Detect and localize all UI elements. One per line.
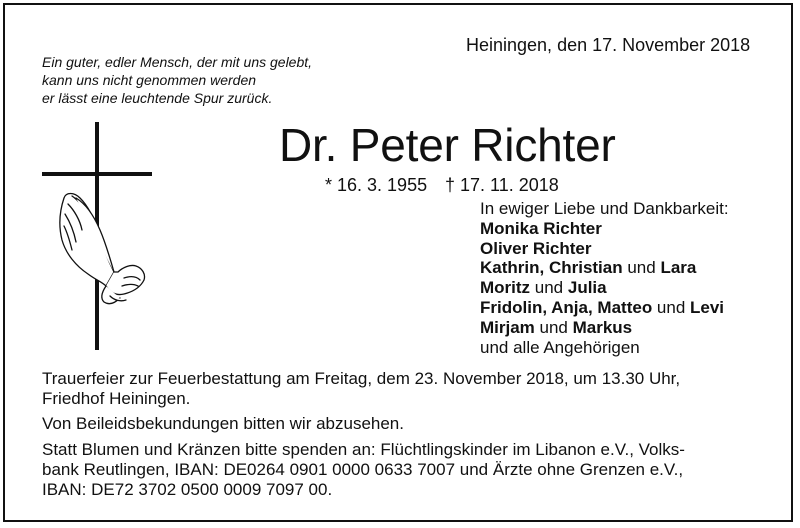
mourner-name: Fridolin, Anja, Matteo — [480, 297, 653, 317]
ceremony-line: Trauerfeier zur Feuerbestattung am Freitag, dem 23. November 2018, um 13.30 Uhr, — [42, 369, 681, 388]
conjunction: und — [530, 278, 568, 298]
praying-hands-icon — [60, 194, 145, 304]
mourner-line — [480, 258, 729, 278]
motto-line: er lässt eine leuchtende Spur zurück. — [42, 90, 273, 106]
mourner-line — [480, 219, 729, 239]
conjunction: und — [622, 258, 661, 278]
life-dates — [325, 174, 559, 196]
mourner-name: Lara — [660, 258, 697, 278]
donation-line: Statt Blumen und Kränzen bitte spenden an: Flüchtlingskinder im Libanon e.V., Volks- — [42, 440, 685, 459]
ceremony-details — [42, 369, 685, 500]
cross-with-praying-hands-icon — [36, 120, 156, 356]
donation-line: IBAN: DE72 3702 0500 0009 7097 00. — [42, 480, 333, 499]
donation-line: bank Reutlingen, IBAN: DE0264 0901 0000 0633 7007 und Ärzte ohne Grenzen e.V., — [42, 460, 684, 479]
mourner-name: Moritz — [480, 278, 531, 298]
mourner-name: Markus — [572, 317, 633, 337]
mourner-line — [480, 278, 729, 298]
conjunction: und — [652, 297, 691, 317]
mourner-name: Monika Richter — [480, 218, 602, 238]
mourner-line — [480, 318, 729, 338]
cross-horizontal-beam — [42, 172, 152, 176]
mourner-name: Mirjam — [480, 317, 535, 337]
motto-line: Ein guter, edler Mensch, der mit uns gelebt, — [42, 54, 313, 70]
mourner-name: Julia — [567, 278, 607, 298]
conjunction: und — [534, 317, 573, 337]
mourners-closing: und alle Angehörigen — [480, 337, 640, 357]
birth-date: * 16. 3. 1955 — [325, 175, 428, 195]
deceased-name: Dr. Peter Richter — [279, 119, 616, 171]
condolence-note: Von Beileidsbekundungen bitten wir abzusehen. — [42, 414, 404, 433]
death-date: † 17. 11. 2018 — [445, 175, 559, 195]
mourner-line — [480, 239, 729, 259]
motto-line: kann uns nicht genommen werden — [42, 72, 257, 88]
mourner-line — [480, 298, 729, 318]
mourner-name: Kathrin, Christian — [480, 258, 623, 278]
motto-verse — [42, 53, 312, 107]
mourners-intro: In ewiger Liebe und Dankbarkeit: — [480, 199, 729, 218]
ceremony-line: Friedhof Heiningen. — [42, 389, 191, 408]
mourner-name: Levi — [690, 297, 725, 317]
mourners-list — [480, 199, 729, 357]
mourner-name: Oliver Richter — [480, 238, 592, 258]
place-date: Heiningen, den 17. November 2018 — [466, 35, 751, 55]
